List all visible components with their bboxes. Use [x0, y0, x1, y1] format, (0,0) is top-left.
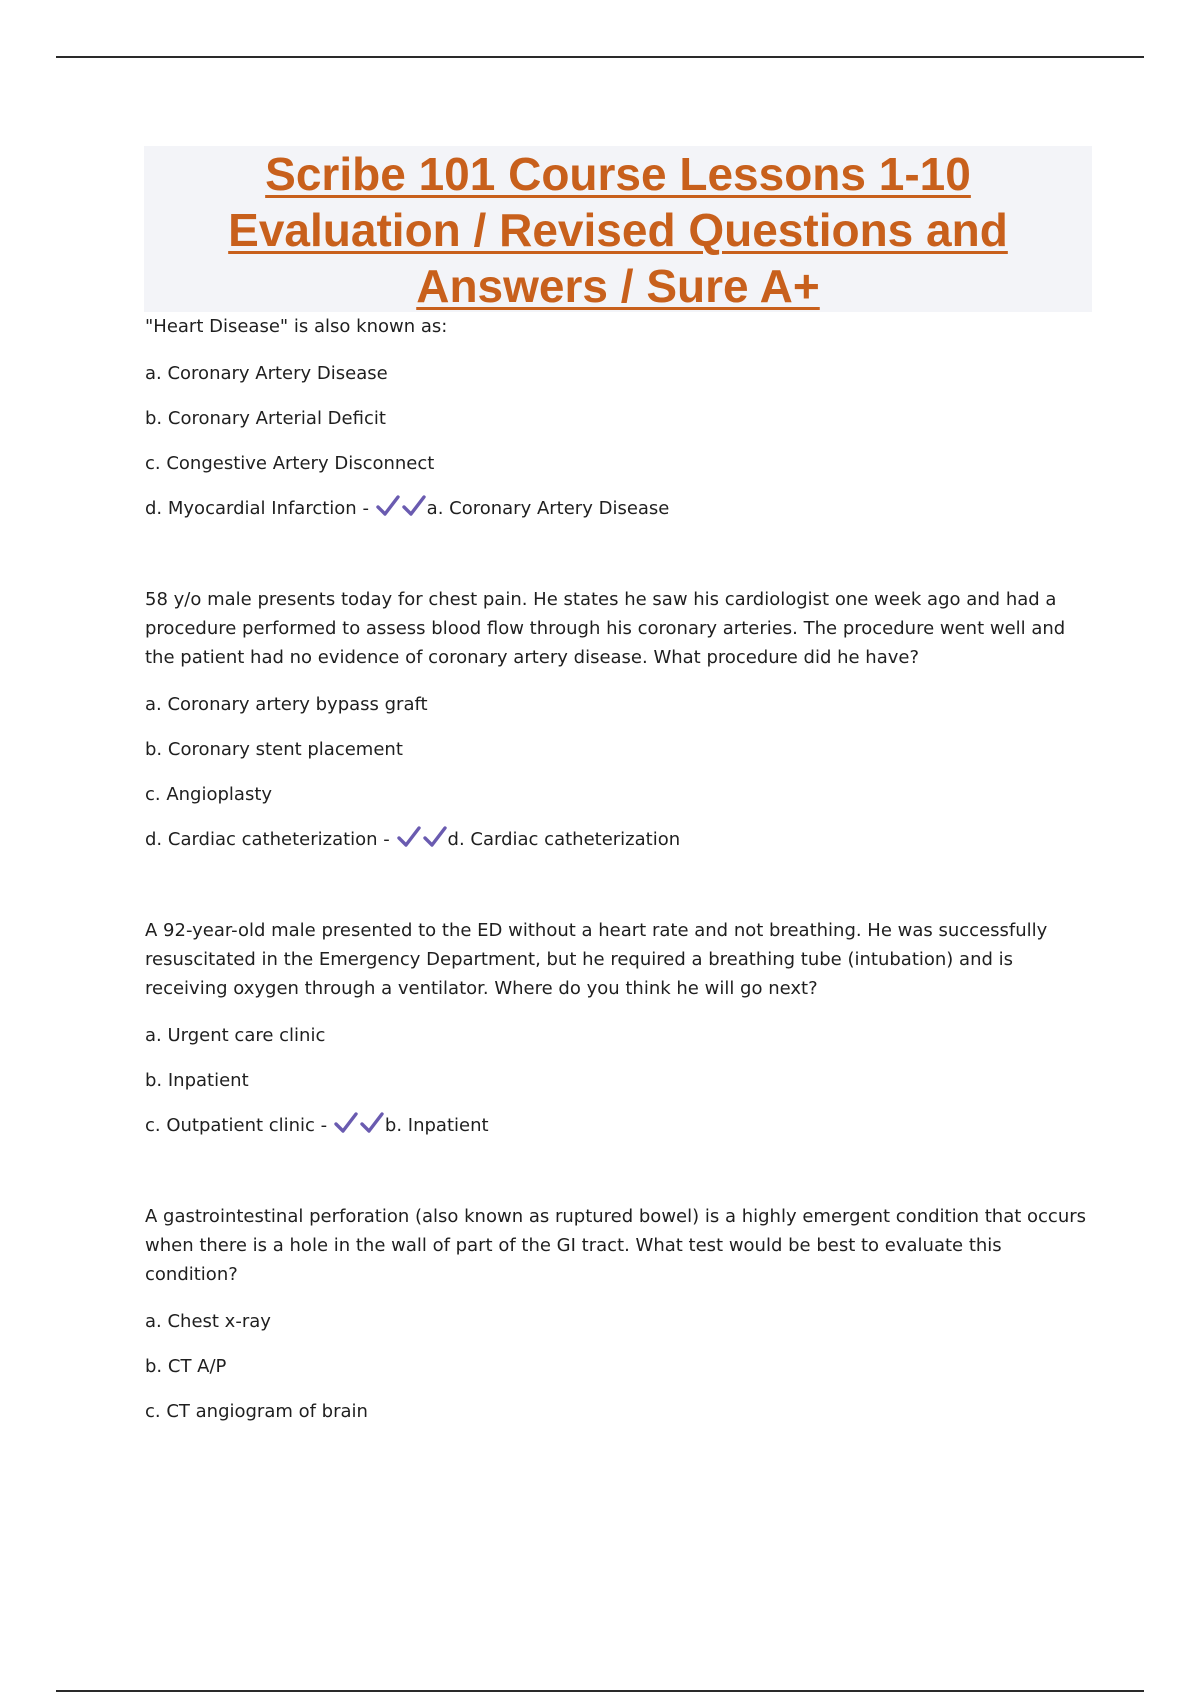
option-with-answer: [145, 825, 1095, 854]
answer: d. Cardiac catheterization: [447, 829, 681, 850]
spacer: [145, 523, 1095, 585]
check-icon: [401, 494, 427, 518]
option: c. Angioplasty: [145, 784, 273, 805]
question-4: [145, 1202, 1095, 1426]
option-with-answer: [145, 1111, 1095, 1140]
option: d. Myocardial Infarction -: [145, 498, 369, 519]
title-line: Answers / Sure A+: [416, 260, 820, 312]
check-icon: [375, 494, 401, 518]
option: a. Coronary Artery Disease: [145, 363, 388, 384]
question-text: A 92-year-old male presented to the ED without a heart rate and not breathing. He was successfully resuscitated in the Emergency Department, but he required a breathing tube (intubation) and is receiving oxygen through a ventilator. Where do you think he will go next?: [145, 920, 1048, 999]
option: b. Coronary Arterial Deficit: [145, 408, 386, 429]
title-line: Scribe 101 Course Lessons 1-10: [265, 148, 971, 200]
option: c. Congestive Artery Disconnect: [145, 453, 435, 474]
option: b. Coronary stent placement: [145, 739, 403, 760]
option: b. Inpatient: [145, 1070, 249, 1091]
question-1: [145, 312, 1095, 523]
option: a. Chest x-ray: [145, 1311, 271, 1332]
title-line: Evaluation / Revised Questions and: [228, 204, 1008, 256]
header-rule: [56, 56, 1144, 58]
question-text: A gastrointestinal perforation (also known as ruptured bowel) is a highly emergent condition that occurs when there is a hole in the wall of part of the GI tract. What test would be best to evaluate this condition?: [145, 1206, 1087, 1285]
question-3: [145, 916, 1095, 1140]
option: c. CT angiogram of brain: [145, 1401, 368, 1422]
question-list: [145, 312, 1095, 1426]
document-title: [144, 146, 1092, 314]
option: a. Coronary artery bypass graft: [145, 694, 428, 715]
question-2: [145, 585, 1095, 854]
question-text: "Heart Disease" is also known as:: [145, 316, 448, 337]
option-with-answer: [145, 494, 1095, 523]
check-icon: [333, 1111, 359, 1135]
option: b. CT A/P: [145, 1356, 227, 1377]
check-icon: [396, 825, 422, 849]
option: d. Cardiac catheterization -: [145, 829, 390, 850]
answer: a. Coronary Artery Disease: [426, 498, 670, 519]
check-icon: [359, 1111, 385, 1135]
spacer: [145, 854, 1095, 916]
footer-rule: [56, 1690, 1144, 1692]
option: c. Outpatient clinic -: [145, 1115, 328, 1136]
option: a. Urgent care clinic: [145, 1025, 326, 1046]
spacer: [145, 1140, 1095, 1202]
question-text: 58 y/o male presents today for chest pain. He states he saw his cardiologist one week ago and had a procedure performed to assess blood flow through his coronary arteries. The procedure went well and the patient had no evidence of coronary artery disease. What procedure did he have?: [145, 589, 1066, 668]
answer: b. Inpatient: [384, 1115, 489, 1136]
check-icon: [422, 825, 448, 849]
